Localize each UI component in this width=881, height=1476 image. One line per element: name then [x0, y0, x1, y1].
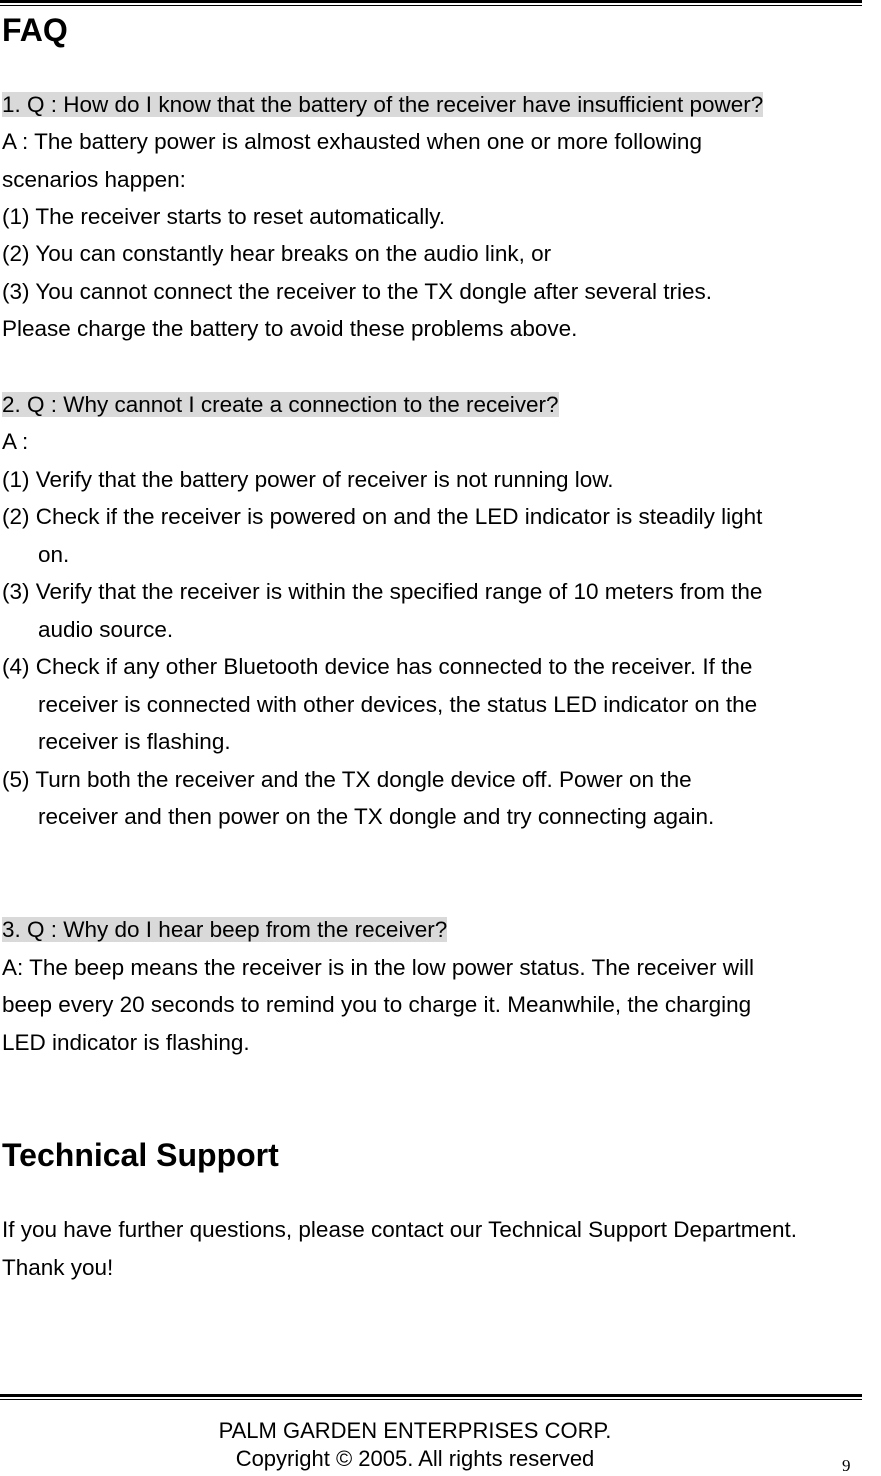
faq-2-answer-line: (2) Check if the receiver is powered on and the LED indicator is steadily light [2, 504, 763, 529]
page-title: FAQ [2, 12, 68, 48]
page-number: 9 [842, 1456, 851, 1475]
faq-1-answer-line: (3) You cannot connect the receiver to the TX dongle after several tries. [2, 279, 713, 304]
faq-2-answer-line: A : [2, 429, 29, 454]
faq-1-answer-line: scenarios happen: [2, 167, 186, 192]
faq-2-answer-line: on. [38, 542, 70, 567]
faq-2-answer-line: receiver is connected with other devices, the status LED indicator on the [38, 692, 758, 717]
faq-3-answer-line: beep every 20 seconds to remind you to charge it. Meanwhile, the charging [2, 992, 752, 1017]
faq-2-answer-line: receiver is flashing. [38, 729, 231, 754]
footer-copyright: Copyright © 2005. All rights reserved [235, 1446, 595, 1471]
faq-2-answer-line: (3) Verify that the receiver is within the specified range of 10 meters from the [2, 579, 763, 604]
faq-1-answer-line: (1) The receiver starts to reset automatically. [2, 204, 446, 229]
support-line: If you have further questions, please contact our Technical Support Department. [2, 1217, 798, 1242]
faq-3-answer-line: LED indicator is flashing. [2, 1030, 250, 1055]
faq-1-answer-line: A : The battery power is almost exhausted when one or more following [2, 129, 702, 154]
bottom-rule [0, 1394, 862, 1400]
faq-1-answer-line: (2) You can constantly hear breaks on the audio link, or [2, 241, 552, 266]
top-rule [0, 0, 862, 6]
support-line: Thank you! [2, 1255, 114, 1280]
faq-2-answer-line: receiver and then power on the TX dongle and try connecting again. [38, 804, 715, 829]
faq-3-answer-line: A: The beep means the receiver is in the low power status. The receiver will [2, 955, 755, 980]
faq-2-answer-line: (1) Verify that the battery power of receiver is not running low. [2, 467, 614, 492]
faq-3-question: 3. Q : Why do I hear beep from the receiver? [2, 917, 448, 942]
support-heading: Technical Support [2, 1137, 279, 1173]
faq-2-question: 2. Q : Why cannot I create a connection to the receiver? [2, 392, 559, 417]
faq-1-question: 1. Q : How do I know that the battery of the receiver have insufficient power? [2, 92, 764, 117]
faq-2-answer-line: (5) Turn both the receiver and the TX dongle device off. Power on the [2, 767, 692, 792]
faq-1-answer-line: Please charge the battery to avoid these problems above. [2, 316, 578, 341]
faq-2-answer-line: audio source. [38, 617, 174, 642]
faq-2-answer-line: (4) Check if any other Bluetooth device has connected to the receiver. If the [2, 654, 753, 679]
footer-company: PALM GARDEN ENTERPRISES CORP. [218, 1418, 612, 1443]
